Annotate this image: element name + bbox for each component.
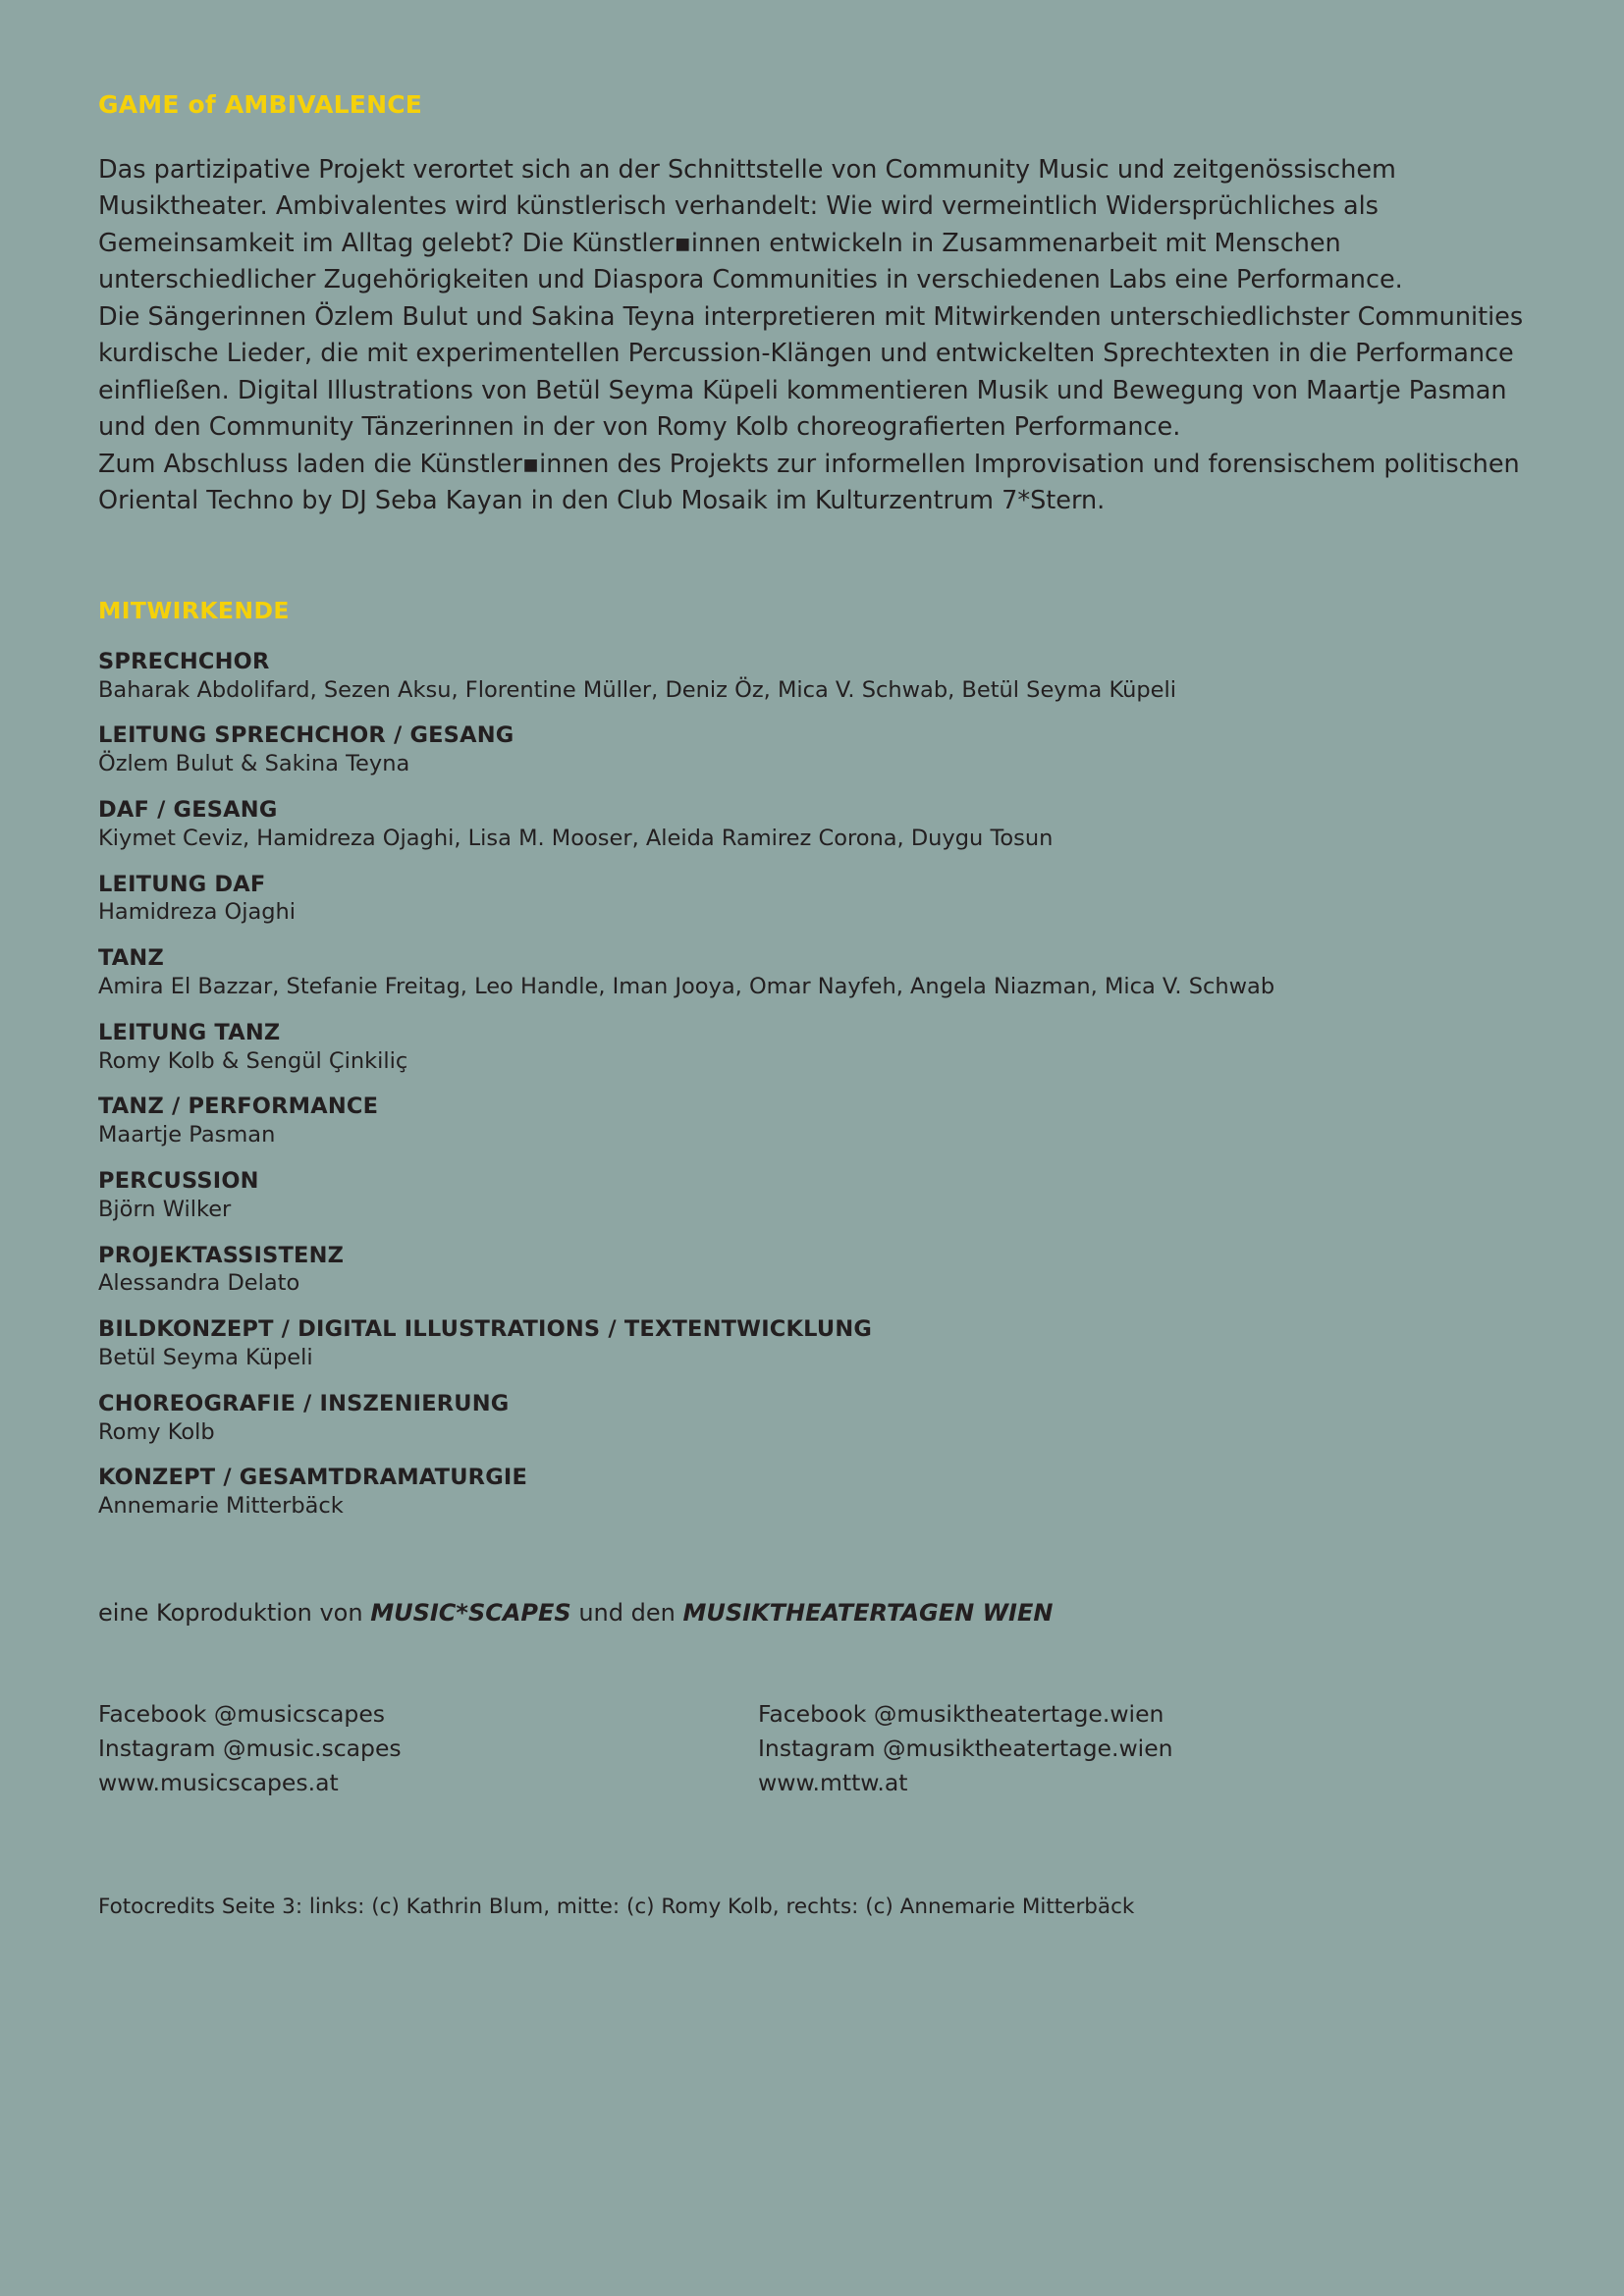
intro-paragraph-2: Die Sängerinnen Özlem Bulut und Sakina Teyna interpretieren mit Mitwirkenden unterschiedlichster Communities kurdische Lieder, die mit experimentellen Percussion-Klängen und entwickelten Sprechtexten in die Performance einfließen. Digital Illustrations von Betül Seyma Küpeli kommentieren Musik und Bewegung von Maartje Pasman und den Community Tänzerinnen in der von Romy Kolb choreografierten Performance. bbox=[98, 301, 1524, 443]
credit-names: Kiymet Ceviz, Hamidreza Ojaghi, Lisa M. Mooser, Aleida Ramirez Corona, Duygu Tosun bbox=[98, 825, 1054, 851]
credits-list bbox=[98, 648, 1526, 1521]
credit-names: Alessandra Delato bbox=[98, 1270, 300, 1297]
social-links-row bbox=[98, 1697, 1526, 1801]
credit-role: DAF / GESANG bbox=[98, 797, 278, 824]
credit-block bbox=[98, 1019, 1526, 1076]
credit-names: Özlem Bulut & Sakina Teyna bbox=[98, 751, 410, 777]
credit-role: KONZEPT / GESAMTDRAMATURGIE bbox=[98, 1465, 528, 1491]
credit-names: Amira El Bazzar, Stefanie Freitag, Leo Handle, Iman Jooya, Omar Nayfeh, Angela Niazman, Mica V. Schwab bbox=[98, 974, 1275, 1000]
credit-role: BILDKONZEPT / DIGITAL ILLUSTRATIONS / TEXTENTWICKLUNG bbox=[98, 1316, 873, 1343]
coproduction-middle: und den bbox=[570, 1598, 683, 1627]
coproduction-partner-two: MUSIKTHEATERTAGEN WIEN bbox=[682, 1598, 1054, 1627]
fotocredits: Fotocredits Seite 3: links: (c) Kathrin Blum, mitte: (c) Romy Kolb, rechts: (c) Annemarie Mitterbäck bbox=[98, 1895, 1135, 1920]
coproduction-line bbox=[98, 1597, 1526, 1630]
website-musiktheatertage[interactable]: www.mttw.at bbox=[758, 1769, 908, 1797]
intro-paragraph-3: Zum Abschluss laden die Künstler▪innen des Projekts zur informellen Improvisation und forensischem politischen Oriental Techno by DJ Seba Kayan in den Club Mosaik im Kulturzentrum 7*Stern. bbox=[98, 449, 1520, 516]
credit-names: Björn Wilker bbox=[98, 1196, 232, 1222]
credit-role: LEITUNG DAF bbox=[98, 871, 266, 897]
credit-role: PERCUSSION bbox=[98, 1168, 259, 1194]
credit-block bbox=[98, 648, 1526, 705]
credit-block bbox=[98, 871, 1526, 928]
social-links-musicscapes bbox=[98, 1697, 758, 1801]
credit-block bbox=[98, 721, 1526, 778]
facebook-musicscapes[interactable]: Facebook @musicscapes bbox=[98, 1699, 386, 1728]
coproduction-partner-one: MUSIC*SCAPES bbox=[370, 1598, 571, 1627]
credit-block bbox=[98, 1242, 1526, 1299]
credit-names: Romy Kolb & Sengül Çinkiliç bbox=[98, 1047, 408, 1074]
credit-role: SPRECHCHOR bbox=[98, 648, 270, 674]
facebook-musiktheatertage[interactable]: Facebook @musiktheatertage.wien bbox=[758, 1699, 1164, 1728]
credit-names: Hamidreza Ojaghi bbox=[98, 899, 297, 926]
instagram-musiktheatertage[interactable]: Instagram @musiktheatertage.wien bbox=[758, 1734, 1173, 1762]
page-title: GAME of AMBIVALENCE bbox=[98, 90, 423, 119]
credit-names: Baharak Abdolifard, Sezen Aksu, Florentine Müller, Deniz Öz, Mica V. Schwab, Betül Seyma Küpeli bbox=[98, 676, 1176, 703]
credits-heading: MITWIRKENDE bbox=[98, 596, 290, 624]
credit-role: CHOREOGRAFIE / INSZENIERUNG bbox=[98, 1390, 510, 1416]
instagram-musicscapes[interactable]: Instagram @music.scapes bbox=[98, 1734, 402, 1762]
credit-role: LEITUNG SPRECHCHOR / GESANG bbox=[98, 722, 514, 749]
credit-role: PROJEKTASSISTENZ bbox=[98, 1242, 345, 1268]
coproduction-prefix: eine Koproduktion von bbox=[98, 1598, 371, 1627]
credit-role: TANZ / PERFORMANCE bbox=[98, 1094, 379, 1120]
section-spacer bbox=[98, 520, 1526, 597]
credit-block bbox=[98, 796, 1526, 853]
credit-block bbox=[98, 944, 1526, 1001]
credit-block bbox=[98, 1315, 1526, 1372]
credit-block bbox=[98, 1167, 1526, 1224]
intro-paragraph-1: Das partizipative Projekt verortet sich an der Schnittstelle von Community Music und zeitgenössischem Musiktheater. Ambivalentes wird künstlerisch verhandelt: Wie wird vermeintlich Widersprüchliches als Gemeinsamkeit im Alltag gelebt? Die Künstler▪innen entwickeln in Zusammenarbeit mit Menschen unterschiedlicher Zugehörigkeiten und Diaspora Communities in verschiedenen Labs eine Performance. bbox=[98, 155, 1403, 295]
credit-block bbox=[98, 1390, 1526, 1447]
credit-role: TANZ bbox=[98, 945, 164, 972]
credit-names: Betül Seyma Küpeli bbox=[98, 1344, 313, 1370]
credit-role: LEITUNG TANZ bbox=[98, 1019, 281, 1045]
website-musicscapes[interactable]: www.musicscapes.at bbox=[98, 1769, 339, 1797]
credit-names: Romy Kolb bbox=[98, 1418, 215, 1445]
credit-block bbox=[98, 1464, 1526, 1521]
social-links-musiktheatertage bbox=[758, 1697, 1173, 1801]
credit-block bbox=[98, 1093, 1526, 1149]
credit-names: Maartje Pasman bbox=[98, 1122, 276, 1148]
credit-names: Annemarie Mitterbäck bbox=[98, 1493, 344, 1520]
intro-text bbox=[98, 152, 1526, 520]
